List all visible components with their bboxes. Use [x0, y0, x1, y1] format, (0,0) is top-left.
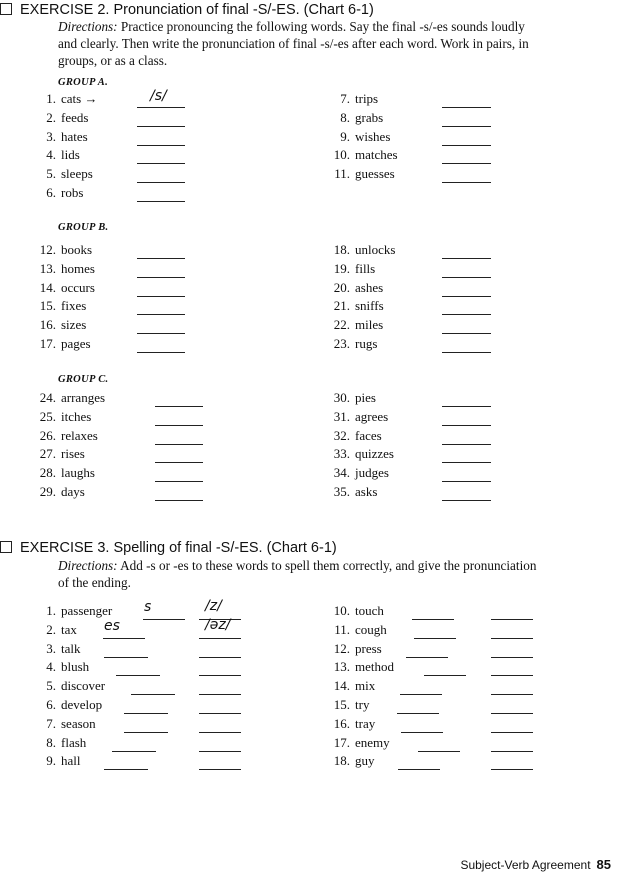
item-number: 3. — [46, 128, 56, 144]
item-number: 13. — [39, 260, 56, 276]
list-item — [36, 146, 80, 164]
answer-blank[interactable] — [442, 263, 491, 278]
answer-blank[interactable] — [137, 263, 185, 278]
pronunciation-blank[interactable] — [199, 661, 241, 676]
item-number: 2. — [46, 621, 56, 637]
list-item — [324, 752, 375, 770]
pronunciation-blank[interactable] — [199, 699, 241, 714]
exercise-3-directions — [58, 557, 614, 591]
item-number: 11. — [334, 166, 350, 182]
answer-blank[interactable] — [442, 112, 491, 127]
list-item — [30, 483, 85, 501]
item-word: fixes — [61, 298, 87, 314]
item-word: agrees — [355, 408, 389, 424]
item-number: 14. — [333, 678, 350, 694]
answer-blank[interactable] — [442, 392, 491, 407]
item-word: grabs — [355, 109, 384, 125]
item-number: 4. — [46, 659, 56, 675]
item-word: ashes — [355, 279, 384, 295]
arrow-icon: → — [81, 91, 98, 106]
spelling-blank[interactable] — [424, 661, 466, 676]
item-word: laughs — [61, 465, 95, 481]
item-word: cough — [355, 621, 387, 637]
item-number: 28. — [39, 465, 56, 481]
item-number: 2. — [46, 109, 56, 125]
directions-text: Practice pronouncing the following words. Say the final -s/-es sounds loudly — [120, 19, 525, 34]
item-word: unlocks — [355, 242, 396, 257]
item-word: hall — [61, 753, 81, 769]
item-number: 21. — [333, 298, 350, 314]
item-word: relaxes — [61, 427, 98, 443]
list-item — [324, 128, 390, 146]
item-number: 25. — [39, 408, 56, 424]
answer-blank[interactable] — [155, 486, 203, 501]
item-word: method — [355, 659, 394, 675]
spelling-blank[interactable] — [116, 661, 160, 676]
item-word: tray — [355, 715, 376, 731]
item-word: faces — [355, 427, 382, 443]
item-word: occurs — [61, 279, 95, 295]
list-item — [324, 621, 387, 639]
answer-blank[interactable] — [155, 467, 203, 482]
answer-blank[interactable] — [137, 300, 185, 315]
answer-blank[interactable] — [137, 319, 185, 334]
item-word: mix — [355, 678, 376, 694]
item-word: sleeps — [61, 166, 93, 182]
list-item — [36, 602, 112, 620]
item-number: 9. — [46, 753, 56, 769]
exercise-2-heading — [0, 2, 374, 18]
answer-blank[interactable] — [155, 411, 203, 426]
group-c-label: GROUP C. — [58, 374, 109, 385]
answer-blank[interactable] — [137, 244, 185, 259]
directions-text: groups, or as a class. — [58, 53, 168, 68]
item-number: 20. — [333, 279, 350, 295]
list-item — [36, 165, 93, 183]
pronunciation-blank[interactable] — [199, 755, 241, 770]
checkbox-icon[interactable] — [0, 541, 12, 553]
list-item — [36, 90, 97, 108]
item-number: 10. — [333, 147, 350, 163]
item-word: rugs — [355, 336, 378, 351]
item-word: pages — [61, 336, 91, 351]
item-number: 14. — [39, 279, 56, 295]
item-number: 9. — [340, 128, 350, 144]
item-number: 15. — [39, 298, 56, 314]
pronunciation-blank[interactable] — [491, 605, 533, 620]
list-item — [36, 734, 86, 752]
list-item — [324, 389, 376, 407]
item-number: 16. — [333, 715, 350, 731]
list-item — [30, 445, 85, 463]
item-word: feeds — [61, 109, 89, 125]
item-number: 31. — [333, 408, 350, 424]
list-item — [30, 279, 95, 297]
item-number: 7. — [46, 715, 56, 731]
spelling-blank[interactable] — [124, 718, 168, 733]
group-a-label: GROUP A. — [58, 77, 109, 88]
spelling-blank[interactable] — [397, 699, 439, 714]
answer-blank[interactable] — [442, 338, 491, 353]
item-word: flash — [61, 734, 87, 750]
list-item — [36, 640, 81, 658]
list-item — [324, 658, 394, 676]
item-word: homes — [61, 260, 95, 276]
list-item — [30, 464, 95, 482]
list-item — [324, 165, 395, 183]
item-word: rises — [61, 446, 85, 462]
answer-blank[interactable] — [137, 112, 185, 127]
item-word: arranges — [61, 390, 106, 405]
pronunciation-blank[interactable] — [491, 643, 533, 658]
answer-blank[interactable] — [442, 168, 491, 183]
item-word: try — [355, 697, 370, 712]
answer-blank[interactable] — [155, 448, 203, 463]
item-number: 18. — [333, 242, 350, 257]
list-item — [324, 90, 378, 108]
directions-text: of the ending. — [58, 575, 131, 590]
answer-blank[interactable] — [155, 430, 203, 445]
handwritten-answer: /əz/ — [205, 616, 231, 633]
answer-blank[interactable] — [442, 486, 491, 501]
list-item — [324, 260, 375, 278]
item-number: 19. — [333, 260, 350, 276]
item-word: enemy — [355, 734, 390, 750]
list-item — [324, 734, 390, 752]
spelling-blank[interactable] — [412, 605, 454, 620]
item-word: sizes — [61, 317, 87, 333]
item-number: 16. — [39, 317, 56, 333]
list-item — [324, 715, 375, 733]
item-number: 4. — [46, 147, 56, 163]
list-item — [324, 445, 394, 463]
answer-blank[interactable] — [137, 131, 185, 146]
pronunciation-blank[interactable] — [199, 643, 241, 658]
directions-text: and clearly. Then write the pronunciation of final -s/-es after each word. Work in pairs, in — [58, 36, 529, 51]
item-word: pies — [355, 390, 376, 405]
item-number: 1. — [46, 91, 56, 106]
item-number: 6. — [46, 697, 56, 712]
list-item — [324, 146, 398, 164]
exercise-3-title: EXERCISE 3. Spelling of final -S/-ES. (Chart 6-1) — [20, 540, 337, 556]
answer-blank[interactable] — [442, 149, 491, 164]
item-number: 8. — [340, 109, 350, 125]
list-item — [324, 408, 388, 426]
list-item — [324, 640, 382, 658]
list-item — [30, 241, 92, 259]
list-item — [324, 677, 375, 695]
list-item — [324, 602, 384, 620]
list-item — [324, 241, 395, 259]
answer-blank[interactable] — [137, 338, 185, 353]
pronunciation-blank[interactable] — [491, 680, 533, 695]
item-number: 15. — [333, 697, 350, 712]
spelling-blank[interactable] — [131, 680, 175, 695]
list-item — [36, 752, 81, 770]
item-number: 24. — [39, 390, 56, 405]
spelling-blank[interactable] — [401, 718, 443, 733]
spelling-blank[interactable] — [400, 680, 442, 695]
item-number: 5. — [46, 166, 56, 182]
list-item — [36, 715, 96, 733]
list-item — [30, 389, 105, 407]
pronunciation-blank[interactable] — [491, 661, 533, 676]
item-number: 27. — [39, 446, 56, 462]
item-word: discover — [61, 678, 106, 694]
item-number: 5. — [46, 678, 56, 694]
directions-label: Directions: — [58, 19, 118, 34]
spelling-blank[interactable] — [418, 737, 460, 752]
exercise-2-title: EXERCISE 2. Pronunciation of final -S/-ES. (Chart 6-1) — [20, 2, 374, 18]
item-word: lids — [61, 147, 80, 163]
item-word: tax — [61, 621, 77, 637]
spelling-blank[interactable] — [104, 755, 148, 770]
exercise-3-heading — [0, 540, 337, 556]
item-word: trips — [355, 91, 379, 106]
item-number: 8. — [46, 734, 56, 750]
item-number: 6. — [46, 185, 56, 200]
handwritten-answer: es — [104, 617, 120, 634]
list-item — [324, 316, 383, 334]
page-number: 85 — [596, 857, 611, 872]
item-number: 10. — [333, 603, 350, 618]
item-number: 23. — [333, 336, 350, 351]
group-b-label: GROUP B. — [58, 222, 109, 233]
item-number: 1. — [46, 603, 56, 618]
item-word: guesses — [355, 166, 395, 182]
answer-blank[interactable] — [442, 93, 491, 108]
pronunciation-blank[interactable] — [491, 737, 533, 752]
list-item — [324, 464, 389, 482]
list-item — [324, 427, 382, 445]
answer-blank[interactable] — [137, 168, 185, 183]
list-item — [30, 408, 91, 426]
pronunciation-blank[interactable] — [491, 699, 533, 714]
spelling-blank[interactable] — [406, 643, 448, 658]
item-word: cats — [61, 91, 82, 106]
list-item — [30, 316, 86, 334]
spelling-blank[interactable] — [104, 643, 148, 658]
list-item — [36, 658, 89, 676]
list-item — [324, 279, 383, 297]
list-item — [324, 297, 384, 315]
item-number: 22. — [333, 317, 350, 333]
item-word: quizzes — [355, 446, 394, 462]
pronunciation-blank[interactable] — [491, 755, 533, 770]
item-word: wishes — [355, 128, 391, 144]
item-number: 34. — [333, 465, 350, 481]
item-word: matches — [355, 147, 398, 163]
list-item — [30, 260, 95, 278]
handwritten-answer: /s/ — [150, 88, 167, 104]
item-word: season — [61, 715, 96, 731]
item-number: 30. — [333, 390, 350, 405]
item-number: 11. — [334, 621, 350, 637]
pronunciation-blank[interactable] — [199, 718, 241, 733]
item-word: robs — [61, 185, 84, 200]
checkbox-icon[interactable] — [0, 3, 12, 15]
answer-blank[interactable] — [442, 131, 491, 146]
answer-blank[interactable] — [442, 448, 491, 463]
item-number: 29. — [39, 484, 56, 499]
answer-blank[interactable] — [442, 244, 491, 259]
list-item — [324, 109, 383, 127]
item-number: 32. — [333, 427, 350, 443]
list-item — [36, 677, 105, 695]
list-item — [30, 427, 98, 445]
list-item — [324, 335, 377, 353]
item-word: press — [355, 640, 382, 656]
spelling-blank[interactable] — [112, 737, 156, 752]
answer-blank[interactable] — [442, 430, 491, 445]
item-number: 17. — [39, 336, 56, 351]
item-word: miles — [355, 317, 384, 333]
item-number: 18. — [333, 753, 350, 769]
item-word: itches — [61, 408, 92, 424]
list-item — [30, 297, 86, 315]
list-item — [36, 128, 88, 146]
list-item — [36, 109, 88, 127]
answer-blank[interactable] — [155, 392, 203, 407]
list-item — [36, 696, 102, 714]
answer-blank[interactable] — [442, 319, 491, 334]
spelling-blank[interactable] — [398, 755, 440, 770]
directions-text: Add -s or -es to these words to spell them correctly, and give the pronunciation — [120, 558, 537, 573]
answer-blank[interactable] — [137, 187, 185, 202]
list-item — [324, 483, 377, 501]
answer-blank[interactable] — [442, 411, 491, 426]
pronunciation-blank[interactable] — [491, 718, 533, 733]
section-title: Subject-Verb Agreement — [460, 858, 591, 872]
item-word: days — [61, 484, 85, 499]
list-item — [36, 184, 83, 202]
item-word: blush — [61, 659, 90, 675]
item-number: 3. — [46, 640, 56, 656]
pronunciation-blank[interactable] — [199, 680, 241, 695]
handwritten-answer: s — [144, 599, 152, 615]
item-word: talk — [61, 640, 81, 656]
item-number: 7. — [340, 91, 350, 106]
answer-blank[interactable] — [137, 149, 185, 164]
spelling-blank[interactable] — [414, 624, 456, 639]
item-word: touch — [355, 603, 384, 618]
pronunciation-blank[interactable] — [491, 624, 533, 639]
page-footer — [460, 857, 611, 872]
item-number: 12. — [39, 242, 56, 257]
answer-blank[interactable] — [442, 282, 491, 297]
item-number: 13. — [333, 659, 350, 675]
item-word: fills — [355, 260, 376, 276]
item-word: guy — [355, 753, 375, 769]
exercise-2-directions — [58, 18, 614, 69]
handwritten-answer: /z/ — [205, 598, 222, 614]
answer-blank[interactable] — [442, 300, 491, 315]
item-number: 35. — [333, 484, 350, 499]
item-number: 26. — [39, 427, 56, 443]
directions-label: Directions: — [58, 558, 118, 573]
item-word: sniffs — [355, 298, 384, 314]
list-item — [30, 335, 91, 353]
pronunciation-blank[interactable] — [199, 737, 241, 752]
item-word: judges — [355, 465, 389, 481]
item-number: 17. — [333, 734, 350, 750]
item-word: develop — [61, 697, 103, 712]
answer-blank[interactable] — [137, 282, 185, 297]
list-item — [36, 621, 77, 639]
spelling-blank[interactable] — [124, 699, 168, 714]
item-word: hates — [61, 128, 88, 144]
answer-blank[interactable] — [442, 467, 491, 482]
item-number: 33. — [333, 446, 350, 462]
item-number: 12. — [333, 640, 350, 656]
item-word: books — [61, 242, 93, 257]
list-item — [324, 696, 369, 714]
item-word: asks — [355, 484, 378, 499]
item-word: passenger — [61, 603, 113, 618]
